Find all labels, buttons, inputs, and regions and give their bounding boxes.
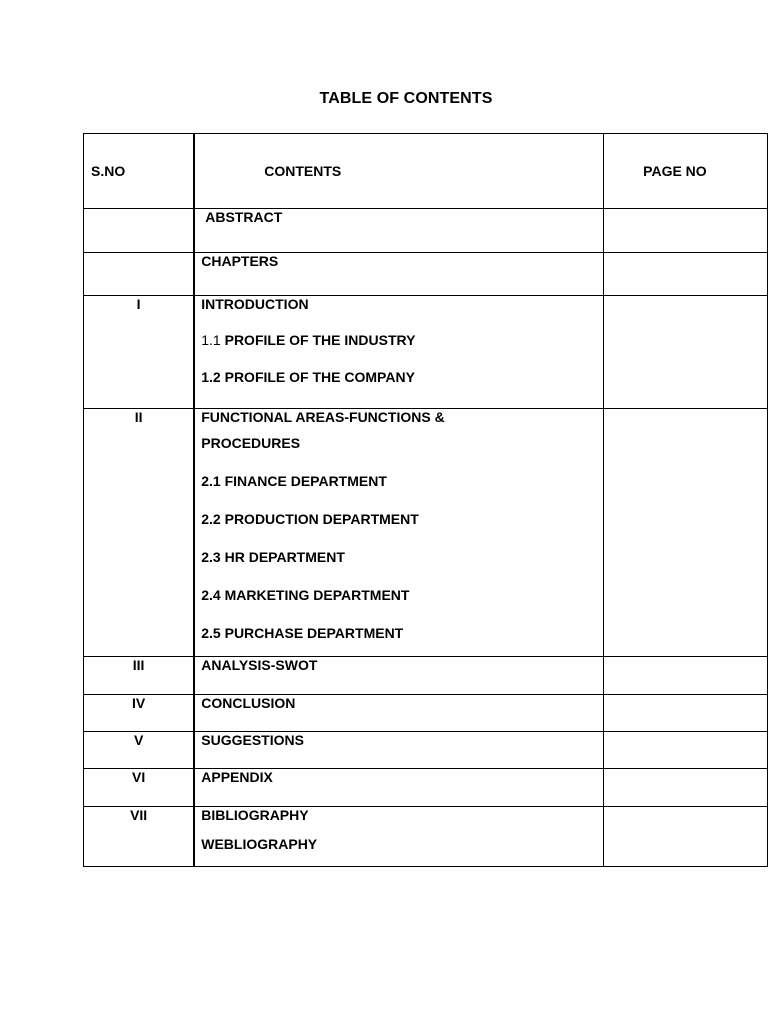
toc-table	[83, 133, 768, 867]
table-row	[84, 209, 768, 253]
row-contents	[194, 253, 603, 296]
row-contents	[194, 296, 603, 409]
list-item: APPENDIX	[201, 769, 273, 785]
row-sno: I	[84, 296, 195, 409]
list-item: 2.1 FINANCE DEPARTMENT	[201, 473, 387, 489]
row-contents	[194, 657, 603, 695]
table-row	[84, 732, 768, 769]
table-header-row	[84, 134, 768, 209]
row-contents	[194, 807, 603, 867]
row-page-no	[604, 409, 768, 657]
list-item: PROCEDURES	[201, 435, 301, 451]
list-item: INTRODUCTION	[201, 296, 309, 312]
list-item: BIBLIOGRAPHY	[201, 807, 309, 823]
row-contents	[194, 409, 603, 657]
list-item: SUGGESTIONS	[201, 732, 304, 748]
row-page-no	[604, 807, 768, 867]
row-page-no	[604, 657, 768, 695]
row-contents	[194, 695, 603, 732]
row-page-no	[604, 732, 768, 769]
section-title: PROFILE OF THE INDUSTRY	[224, 332, 416, 348]
header-sno: S.NO	[84, 134, 195, 209]
row-sno: V	[84, 732, 195, 769]
list-item: CONCLUSION	[201, 695, 296, 711]
row-sno: III	[84, 657, 195, 695]
list-item: ANALYSIS-SWOT	[201, 657, 318, 673]
list-item: ABSTRACT	[205, 209, 283, 225]
header-page-no: PAGE NO	[604, 134, 768, 209]
section-number: 1.1	[201, 332, 221, 348]
list-item: 2.2 PRODUCTION DEPARTMENT	[201, 511, 419, 527]
list-item: CHAPTERS	[201, 253, 279, 269]
list-item: 2.3 HR DEPARTMENT	[201, 549, 345, 565]
table-row	[84, 296, 768, 409]
row-contents	[194, 732, 603, 769]
row-page-no	[604, 769, 768, 807]
row-sno: IV	[84, 695, 195, 732]
table-row	[84, 695, 768, 732]
list-item	[195, 312, 603, 348]
row-sno: II	[84, 409, 195, 657]
row-sno	[84, 253, 195, 296]
row-page-no	[604, 695, 768, 732]
table-row	[84, 807, 768, 867]
list-item: FUNCTIONAL AREAS-FUNCTIONS &	[201, 409, 445, 425]
table-row	[84, 657, 768, 695]
row-sno: VI	[84, 769, 195, 807]
row-page-no	[604, 296, 768, 409]
table-row	[84, 409, 768, 657]
list-item: WEBLIOGRAPHY	[201, 836, 318, 852]
row-sno	[84, 209, 195, 253]
table-row	[84, 253, 768, 296]
list-item: 2.4 MARKETING DEPARTMENT	[201, 587, 410, 603]
table-row	[84, 769, 768, 807]
page-title: TABLE OF CONTENTS	[319, 90, 493, 107]
row-contents	[194, 769, 603, 807]
row-page-no	[604, 253, 768, 296]
row-contents	[194, 209, 603, 253]
row-page-no	[604, 209, 768, 253]
header-contents: CONTENTS	[194, 134, 603, 209]
list-item: 2.5 PURCHASE DEPARTMENT	[201, 625, 404, 641]
list-item: 1.2 PROFILE OF THE COMPANY	[201, 369, 415, 385]
row-sno: VII	[84, 807, 195, 867]
